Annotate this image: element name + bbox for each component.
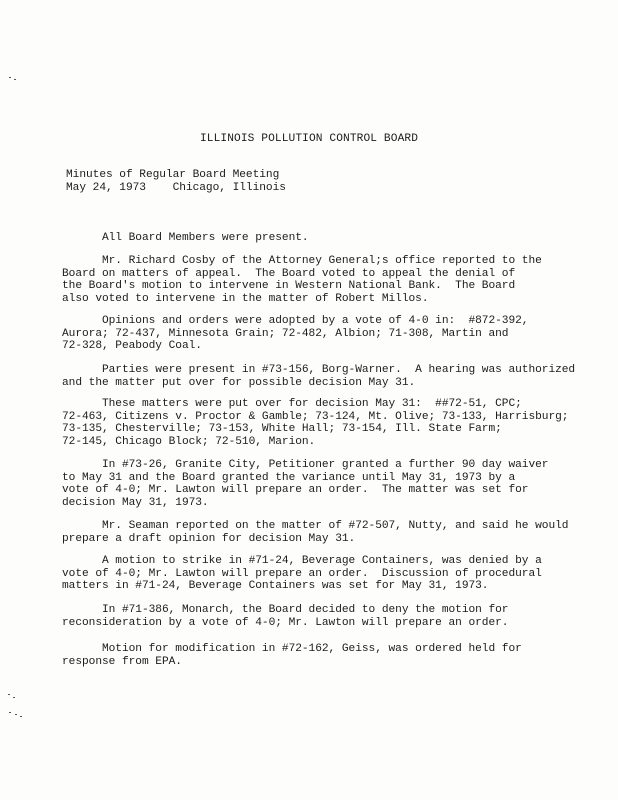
paragraph-matters-put-over — [62, 398, 569, 448]
paragraph-appeals — [62, 255, 544, 305]
text-line: decision May 31, 1973. — [62, 496, 209, 509]
text-line: matters in #71-24, Beverage Containers was set for May 31, 1973. — [62, 580, 489, 593]
paragraph-opinions-adopted — [62, 315, 544, 353]
text-line: the Board's motion to intervene in Western National Bank. The Board — [62, 280, 516, 293]
text-line: All Board Members were present. — [62, 232, 309, 244]
text-line: Mr. Richard Cosby of the Attorney General;s office reported to the — [62, 255, 542, 267]
text-line: 73-135, Chesterville; 73-153, White Hall; 73-154, Ill. State Farm; — [62, 423, 502, 436]
text-line: reconsideration by a vote of 4-0; Mr. Lawton will prepare an order. — [62, 616, 509, 629]
paragraph-geiss — [62, 643, 544, 668]
text-line: Parties were present in #73-156, Borg-Warner. A hearing was authorized — [62, 364, 576, 376]
text-line: prepare a draft opinion for decision May 31. — [62, 532, 356, 545]
text-line: In #71-386, Monarch, the Board decided to deny the motion for — [62, 604, 509, 616]
paragraph-beverage-containers — [62, 555, 544, 593]
text-line: Motion for modification in #72-162, Geiss, was ordered held for — [62, 643, 522, 655]
text-line: Mr. Seaman reported on the matter of #72-507, Nutty, and said he would — [62, 520, 569, 532]
meeting-type: Minutes of Regular Board Meeting — [66, 169, 280, 181]
scan-speck — [14, 79, 16, 80]
scan-speck — [15, 714, 17, 715]
text-line: also voted to intervene in the matter of Robert Millos. — [62, 292, 429, 305]
text-line: response from EPA. — [62, 655, 182, 668]
paragraph-borg-warner — [62, 364, 576, 389]
paragraph-monarch — [62, 604, 544, 629]
scan-speck — [8, 694, 10, 695]
text-line: and the matter put over for possible decision May 31. — [62, 376, 416, 389]
scan-speck — [20, 716, 22, 717]
text-line: A motion to strike in #71-24, Beverage Containers, was denied by a — [62, 555, 542, 567]
meeting-info — [66, 169, 546, 194]
paragraph-nutty — [62, 520, 569, 545]
text-line: to May 31 and the Board granted the variance until May 31, 1973 by a — [62, 471, 516, 484]
text-line: 72-145, Chicago Block; 72-510, Marion. — [62, 435, 316, 448]
text-line: Opinions and orders were adopted by a vote of 4-0 in: #872-392, — [62, 315, 529, 327]
scan-speck — [9, 77, 11, 78]
text-line: In #73-26, Granite City, Petitioner granted a further 90 day waiver — [62, 459, 549, 471]
text-line: vote of 4-0; Mr. Lawton will prepare an order. Discussion of procedural — [62, 567, 542, 580]
text-line: These matters were put over for decision May 31: ##72-51, CPC; — [62, 398, 522, 410]
paragraph-attendance — [62, 232, 544, 245]
meeting-date-location: May 24, 1973 Chicago, Illinois — [66, 181, 286, 194]
scan-speck — [13, 697, 15, 698]
text-line: 72-463, Citizens v. Proctor & Gamble; 73-124, Mt. Olive; 73-133, Harrisburg; — [62, 410, 569, 423]
text-line: Board on matters of appeal. The Board voted to appeal the denial of — [62, 267, 516, 280]
text-line: 72-328, Peabody Coal. — [62, 340, 202, 353]
text-line: vote of 4-0; Mr. Lawton will prepare an order. The matter was set for — [62, 484, 529, 497]
scan-speck — [9, 712, 11, 713]
text-line: Aurora; 72-437, Minnesota Grain; 72-482, Albion; 71-308, Martin and — [62, 327, 509, 340]
document-heading: ILLINOIS POLLUTION CONTROL BOARD — [199, 133, 419, 145]
paragraph-granite-city — [62, 459, 549, 509]
